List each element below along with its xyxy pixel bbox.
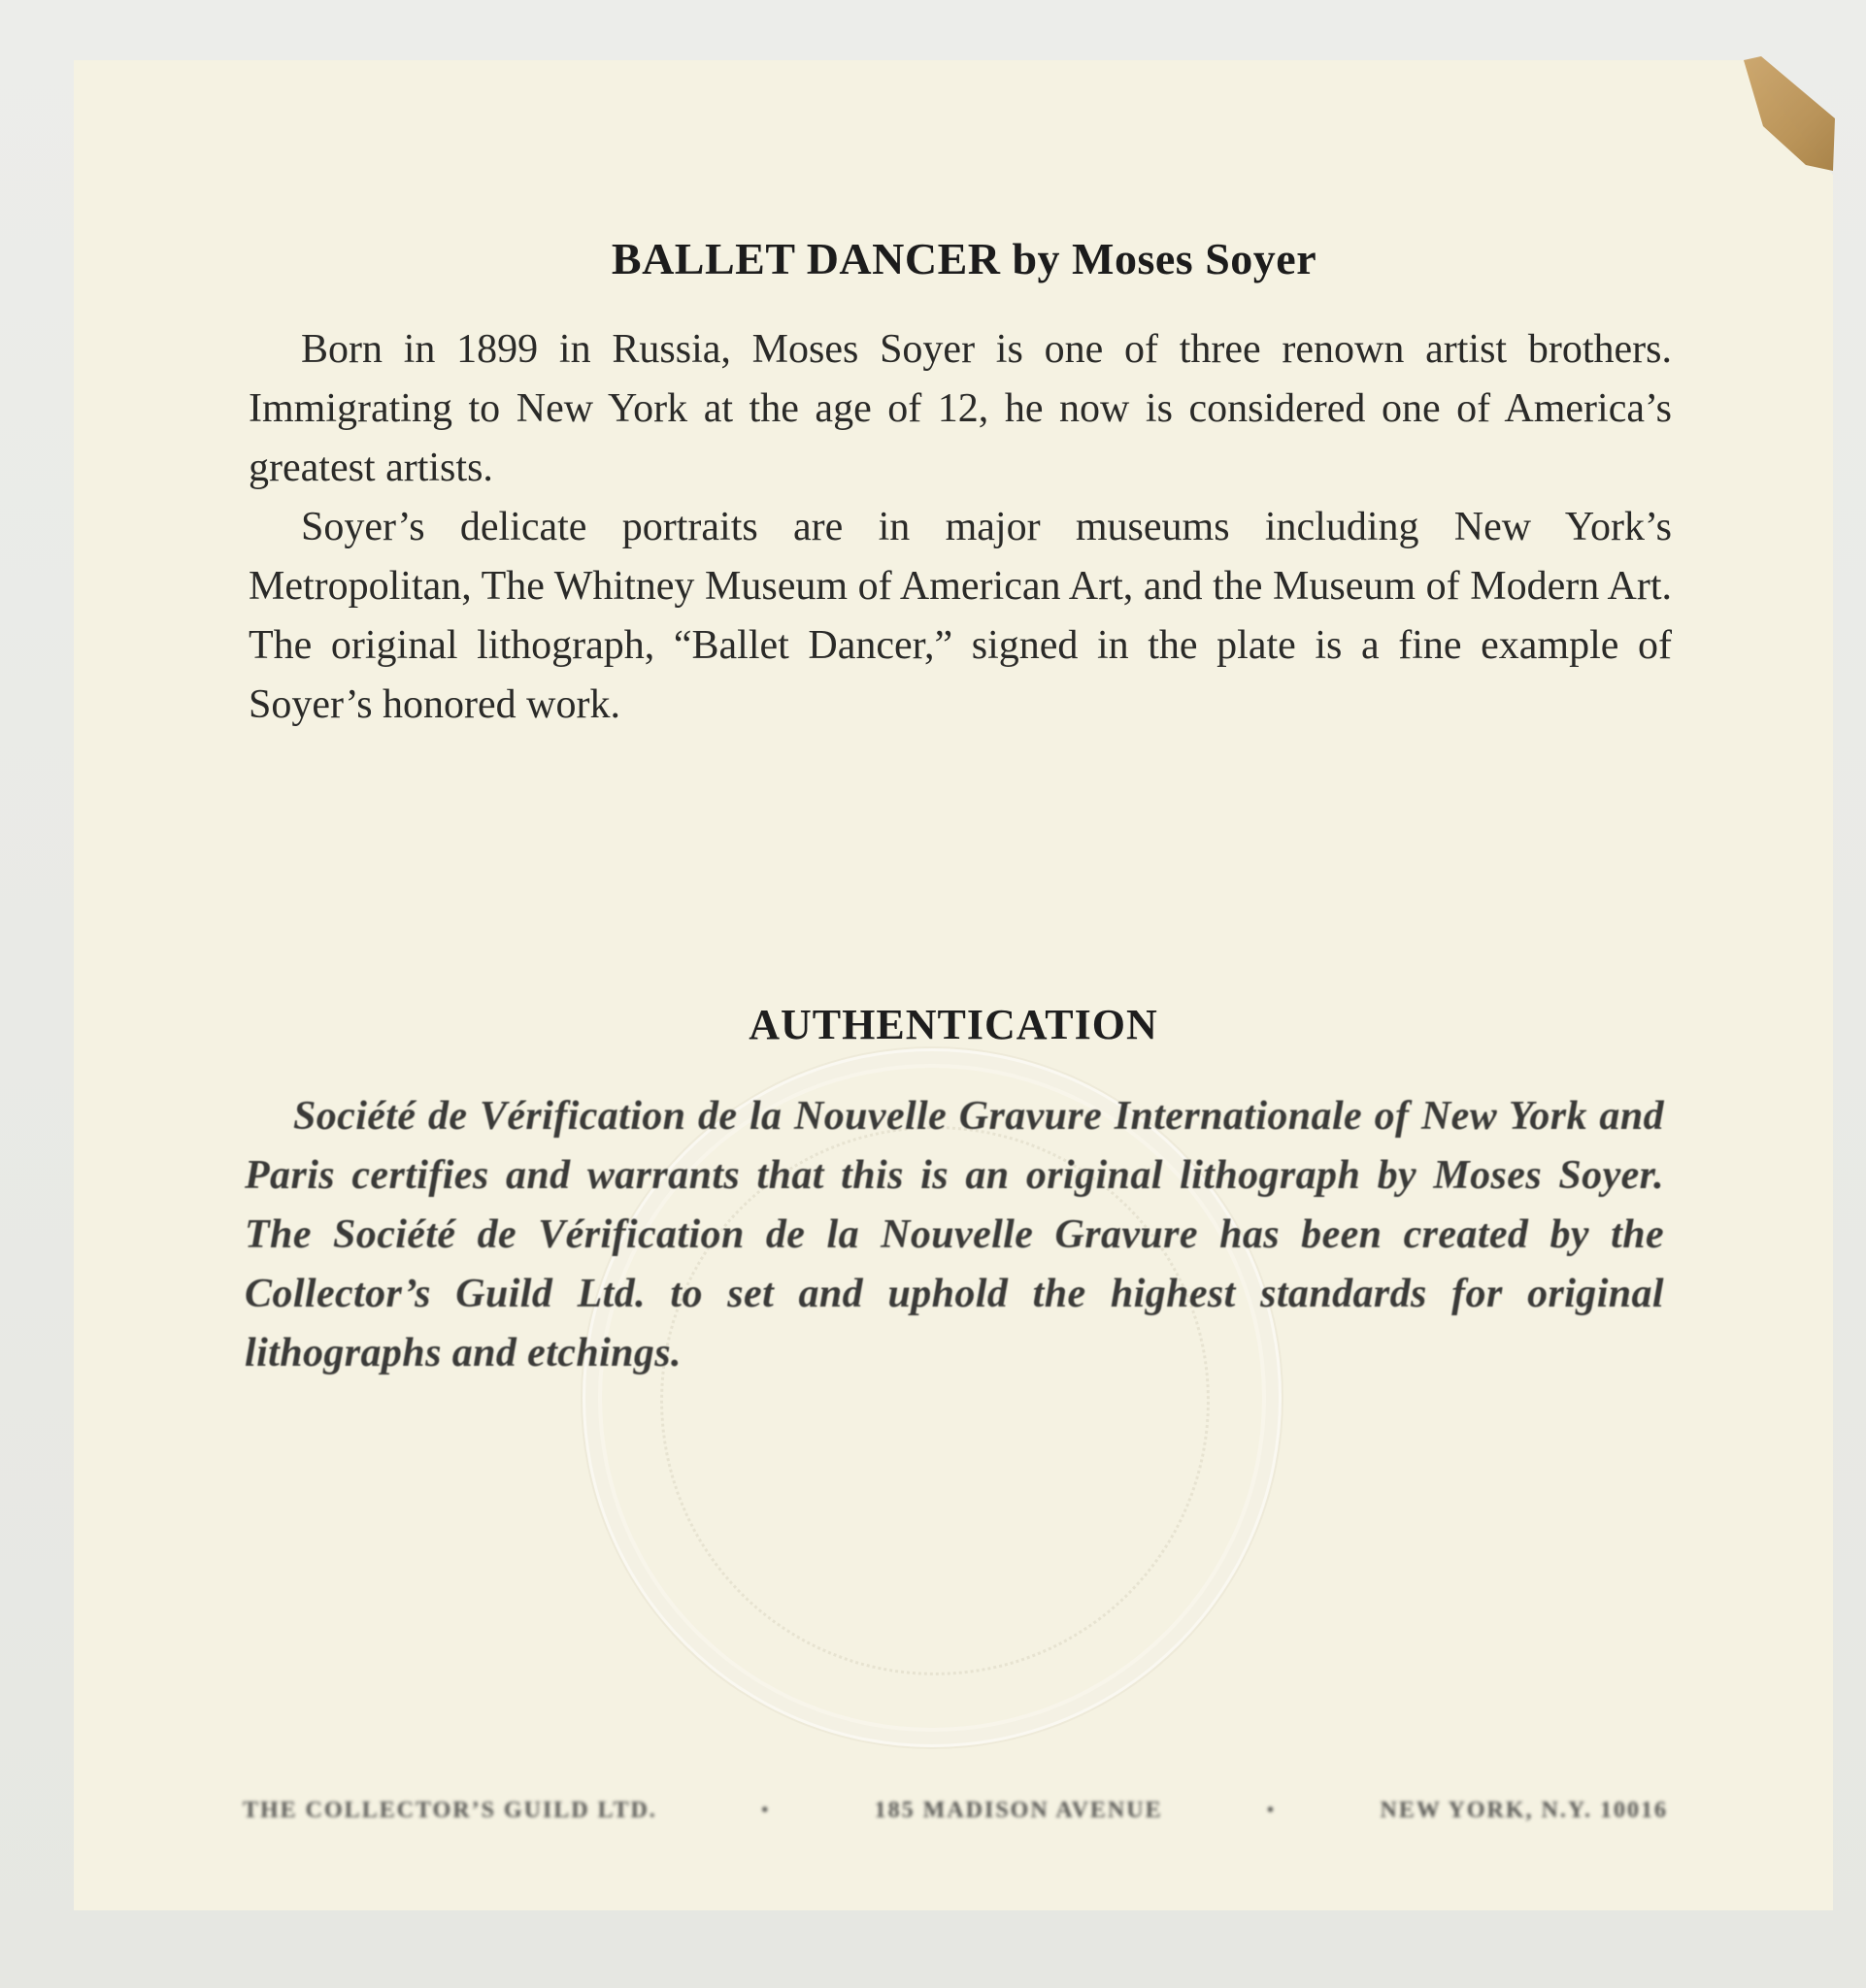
- footer-company: THE COLLECTOR’S GUILD LTD.: [243, 1798, 657, 1823]
- footer-street: 185 MADISON AVENUE: [874, 1798, 1163, 1823]
- footer-address-line: [243, 1798, 1668, 1824]
- authentication-heading: AUTHENTICATION: [749, 1001, 1158, 1048]
- authentication-text: Société de Vérification de la Nouvelle Gravure Internationale of New York and Paris certifies and warrants that this is an original lithograph by Moses Soyer. The Société de Vérification de la Nouvelle Gravure has been created by the Collector’s Guild Ltd. to set and uphold the highest standards for original lithographs and etchings.: [245, 1094, 1664, 1375]
- artist-biography: [249, 320, 1672, 735]
- footer-separator: •: [761, 1800, 771, 1821]
- document-title: BALLET DANCER by Moses Soyer: [611, 234, 1317, 283]
- footer-separator: •: [1267, 1800, 1277, 1821]
- footer-city: NEW YORK, N.Y. 10016: [1380, 1798, 1668, 1823]
- bio-paragraph-2: Soyer’s delicate portraits are in major museums including New York’s Metropolitan, The Whitney Museum of American Art, and the Museum of Modern Art. The original lithograph, “Ballet Dancer,” signed in the plate is a fine example of Soyer’s honored work.: [249, 505, 1672, 727]
- bio-paragraph-1: Born in 1899 in Russia, Moses Soyer is one of three renown artist brothers. Immigrating to New York at the age of 12, he now is considered one of America’s greatest artists.: [249, 327, 1672, 490]
